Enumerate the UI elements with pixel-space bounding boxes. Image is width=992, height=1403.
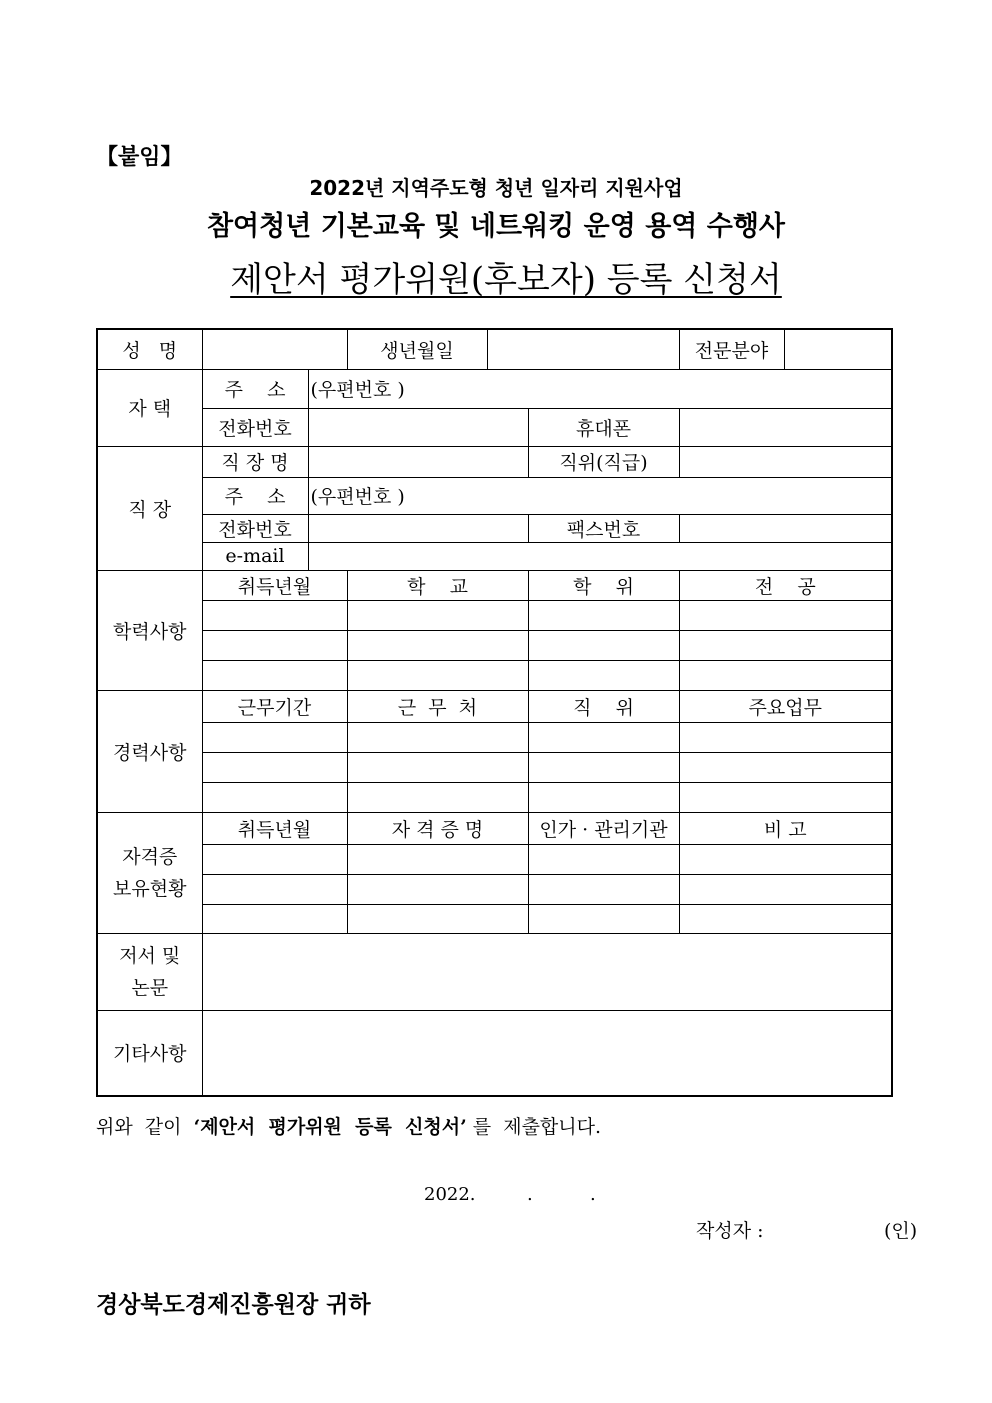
table-row [97,660,892,690]
education-cell[interactable] [528,660,679,690]
email-label: e-mail [202,542,308,570]
education-col-date: 취득년월 [202,570,347,600]
table-row [97,752,892,782]
career-col-workplace: 근 무 처 [347,690,528,722]
career-cell[interactable] [679,782,892,812]
license-cell[interactable] [679,904,892,933]
email-field[interactable] [308,542,892,570]
service-subtitle: 참여청년 기본교육 및 네트워킹 운영 용역 수행사 [206,211,786,242]
license-cell[interactable] [347,844,528,874]
education-cell[interactable] [528,630,679,660]
position-label: 직위(직급) [528,446,679,477]
name-field[interactable] [202,329,347,369]
license-cell[interactable] [679,844,892,874]
table-row [97,570,892,600]
license-col-date: 취득년월 [202,812,347,844]
license-label: 자격증 보유현황 [97,812,202,933]
table-row [97,329,892,369]
license-cell[interactable] [202,874,347,904]
table-row [97,933,892,1010]
table-row [97,446,892,477]
license-col-name: 자 격 증 명 [347,812,528,844]
fax-label: 팩스번호 [528,514,679,542]
table-row [97,1010,892,1096]
name-label: 성 명 [97,329,202,369]
workplace-label: 직 장 명 [202,446,308,477]
license-cell[interactable] [347,874,528,904]
date-line[interactable]: 2022. . . [424,1184,596,1205]
license-cell[interactable] [202,844,347,874]
career-cell[interactable] [528,752,679,782]
writer-label: 작성자 : [696,1220,764,1242]
etc-field[interactable] [202,1010,892,1096]
education-cell[interactable] [679,630,892,660]
table-row [97,844,892,874]
table-row [97,369,892,408]
table-row [97,904,892,933]
career-cell[interactable] [347,722,528,752]
education-cell[interactable] [202,630,347,660]
table-row [97,630,892,660]
license-cell[interactable] [347,904,528,933]
table-row [97,477,892,514]
license-cell[interactable] [528,844,679,874]
education-cell[interactable] [202,660,347,690]
specialty-label: 전문분야 [679,329,784,369]
birth-label: 생년월일 [347,329,487,369]
education-col-major: 전 공 [679,570,892,600]
education-label: 학력사항 [97,570,202,690]
education-cell[interactable] [347,660,528,690]
table-row [97,514,892,542]
license-cell[interactable] [679,874,892,904]
education-cell[interactable] [347,630,528,660]
home-label: 자 택 [97,369,202,446]
home-phone-field[interactable] [308,408,528,446]
career-cell[interactable] [202,722,347,752]
career-col-duties: 주요업무 [679,690,892,722]
work-phone-field[interactable] [308,514,528,542]
application-form-table [96,328,893,1097]
recipient: 경상북도경제진흥원장 귀하 [96,1291,371,1318]
table-row [97,722,892,752]
fax-field[interactable] [679,514,892,542]
career-cell[interactable] [528,722,679,752]
career-cell[interactable] [347,752,528,782]
project-subtitle: 2022년 지역주도형 청년 일자리 지원사업 [309,176,683,200]
postal-hint: (우편번호 ) [310,379,405,401]
education-cell[interactable] [202,600,347,630]
education-col-school: 학 교 [347,570,528,600]
table-row [97,874,892,904]
career-cell[interactable] [528,782,679,812]
career-cell[interactable] [202,782,347,812]
table-row [97,812,892,844]
home-address-label: 주 소 [202,369,308,408]
license-cell[interactable] [202,904,347,933]
table-row [97,782,892,812]
home-address-field[interactable] [308,369,892,408]
papers-label: 저서 및 논문 [97,933,202,1010]
postal-hint: (우편번호 ) [310,486,405,508]
career-col-position: 직 위 [528,690,679,722]
career-cell[interactable] [679,722,892,752]
papers-field[interactable] [202,933,892,1010]
career-cell[interactable] [347,782,528,812]
work-phone-label: 전화번호 [202,514,308,542]
license-cell[interactable] [528,904,679,933]
career-cell[interactable] [202,752,347,782]
work-address-field[interactable] [308,477,892,514]
license-cell[interactable] [528,874,679,904]
table-row [97,542,892,570]
workplace-field[interactable] [308,446,528,477]
seal-mark: (인) [884,1220,918,1242]
career-cell[interactable] [679,752,892,782]
birth-field[interactable] [487,329,679,369]
mobile-label: 휴대폰 [528,408,679,446]
education-cell[interactable] [528,600,679,630]
work-address-label: 주 소 [202,477,308,514]
table-row [97,690,892,722]
license-col-authority: 인가 · 관리기관 [528,812,679,844]
attachment-label: 【붙임】 [96,144,183,170]
submission-statement: 위와 같이 ‘제안서 평가위원 등록 신청서’ 를 제출합니다. [96,1116,602,1138]
education-col-degree: 학 위 [528,570,679,600]
table-row [97,600,892,630]
career-label: 경력사항 [97,690,202,812]
home-phone-label: 전화번호 [202,408,308,446]
license-col-note: 비 고 [679,812,892,844]
page-title: 제안서 평가위원(후보자) 등록 신청서 [230,260,782,300]
education-cell[interactable] [679,660,892,690]
table-row [97,408,892,446]
work-label: 직 장 [97,446,202,570]
etc-label: 기타사항 [97,1010,202,1096]
education-cell[interactable] [347,600,528,630]
career-col-period: 근무기간 [202,690,347,722]
position-field[interactable] [679,446,892,477]
education-cell[interactable] [679,600,892,630]
mobile-field[interactable] [679,408,892,446]
specialty-field[interactable] [784,329,892,369]
